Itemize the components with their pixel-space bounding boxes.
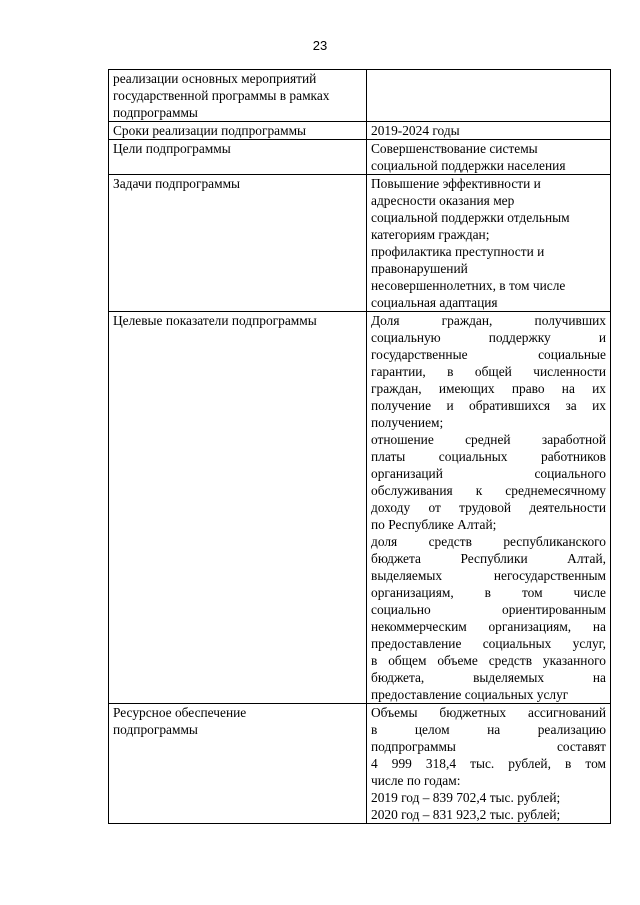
value-line: 2019-2024 годы	[371, 123, 460, 138]
value-line: социальной поддержки отдельным	[371, 210, 570, 225]
value-line: бюджета, выделяемых на	[371, 670, 606, 685]
value-line: государственные социальные	[371, 347, 606, 362]
row-value	[367, 312, 611, 704]
value-line: бюджета Республики Алтай,	[371, 551, 606, 566]
table-row	[109, 704, 611, 824]
row-label	[109, 175, 367, 312]
label-line: подпрограммы	[113, 722, 198, 737]
value-line: в общем объеме средств указанного	[371, 653, 606, 668]
value-line: Повышение эффективности и	[371, 176, 541, 191]
value-line: предоставление социальных услуг	[371, 687, 569, 702]
label-line: Задачи подпрограммы	[113, 176, 241, 191]
value-line: Доля граждан, получивших	[371, 313, 606, 328]
value-line: предоставление социальных услуг,	[371, 636, 606, 651]
value-line: несовершеннолетних, в том числе	[371, 278, 566, 293]
value-line: доходу от трудовой деятельности	[371, 500, 606, 515]
table-row	[109, 122, 611, 140]
value-line: выделяемых негосударственным	[371, 568, 606, 583]
table-row	[109, 140, 611, 175]
value-line: числе по годам:	[371, 773, 461, 788]
value-line: социальную поддержку и	[371, 330, 606, 345]
row-label	[109, 312, 367, 704]
subprogram-passport-table	[108, 69, 611, 824]
label-line: государственной программы в рамках	[113, 88, 330, 103]
value-line: отношение средней заработной	[371, 432, 606, 447]
value-line: организаций социального	[371, 466, 606, 481]
value-line: организациям, в том числе	[371, 585, 606, 600]
value-line: граждан, имеющих право на их	[371, 381, 606, 396]
value-line: социальной поддержки населения	[371, 158, 566, 173]
table-row	[109, 312, 611, 704]
row-value	[367, 140, 611, 175]
value-line: гарантии, в общей численности	[371, 364, 606, 379]
value-line: подпрограммы составят	[371, 739, 606, 754]
value-line: получением;	[371, 415, 444, 430]
value-line: социальная адаптация	[371, 295, 498, 310]
value-line: получение и обратившихся за их	[371, 398, 606, 413]
label-line: подпрограммы	[113, 105, 198, 120]
value-line: профилактика преступности и	[371, 244, 545, 259]
value-line: правонарушений	[371, 261, 468, 276]
value-line: адресности оказания мер	[371, 193, 515, 208]
value-line: обслуживания к среднемесячному	[371, 483, 606, 498]
row-value	[367, 175, 611, 312]
label-line: Сроки реализации подпрограммы	[113, 123, 307, 138]
value-line: 4 999 318,4 тыс. рублей, в том	[371, 756, 606, 771]
row-value	[367, 70, 611, 122]
row-label	[109, 122, 367, 140]
page-number: 23	[312, 38, 328, 53]
row-value	[367, 122, 611, 140]
value-line: социально ориентированным	[371, 602, 606, 617]
value-line: Объемы бюджетных ассигнований	[371, 705, 606, 720]
table-row	[109, 175, 611, 312]
value-line: по Республике Алтай;	[371, 517, 497, 532]
label-line: реализации основных мероприятий	[113, 71, 317, 86]
value-line: платы социальных работников	[371, 449, 606, 464]
row-label	[109, 704, 367, 824]
value-line: в целом на реализацию	[371, 722, 606, 737]
row-label	[109, 140, 367, 175]
value-line: Совершенствование системы	[371, 141, 538, 156]
label-line: Цели подпрограммы	[113, 141, 231, 156]
value-line: 2019 год – 839 702,4 тыс. рублей;	[371, 790, 561, 805]
table-row	[109, 70, 611, 122]
row-value	[367, 704, 611, 824]
value-line: некоммерческим организациям, на	[371, 619, 606, 634]
value-line: 2020 год – 831 923,2 тыс. рублей;	[371, 807, 561, 822]
label-line: Целевые показатели подпрограммы	[113, 313, 317, 328]
value-line: доля средств республиканского	[371, 534, 606, 549]
label-line: Ресурсное обеспечение	[113, 705, 247, 720]
row-label	[109, 70, 367, 122]
value-line: категориям граждан;	[371, 227, 490, 242]
